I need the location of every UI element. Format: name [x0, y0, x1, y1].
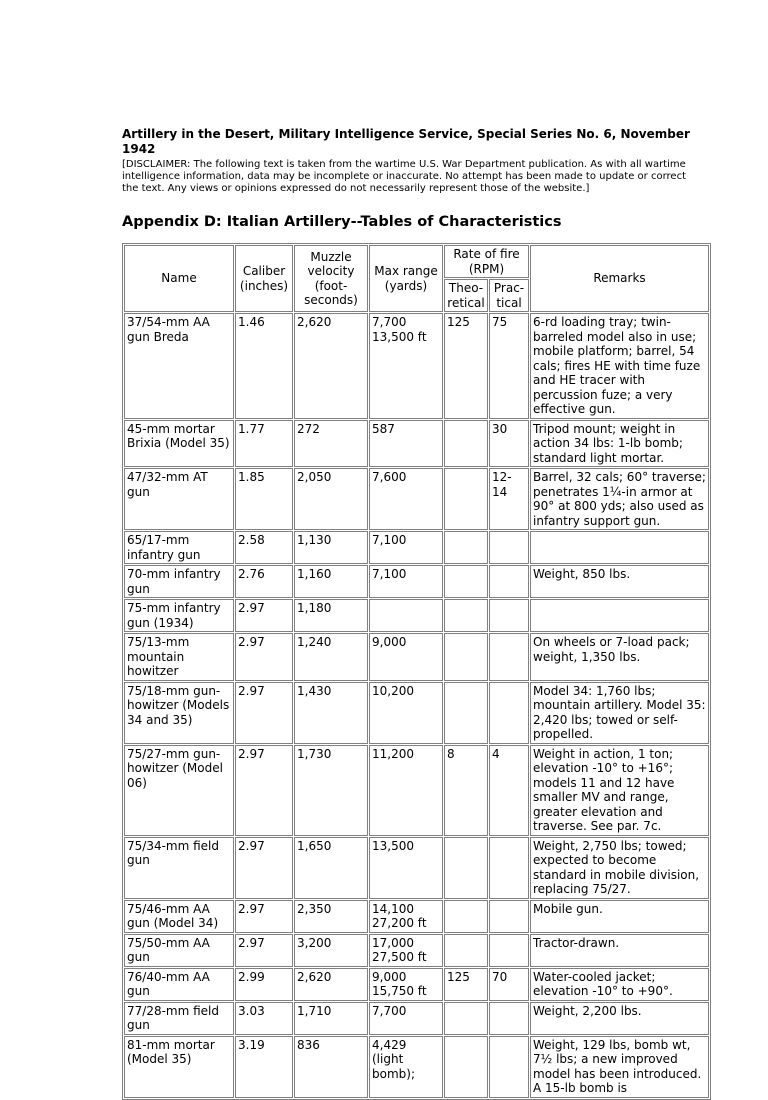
cell-practical: 30	[489, 420, 529, 468]
cell-range	[369, 837, 443, 899]
cell-theoretical: 125	[444, 968, 488, 1001]
cell-practical	[489, 934, 529, 967]
range-line: 7,600	[372, 470, 407, 484]
cell-remarks: Weight, 129 lbs, bomb wt, 7½ lbs; a new improved model has been introduced. A 15-lb bomb is	[530, 1036, 709, 1098]
range-line: 10,200	[372, 683, 414, 698]
cell-practical	[489, 1002, 529, 1035]
header-theoretical: Theo-retical	[444, 279, 488, 312]
range-line: 27,500 ft	[372, 950, 427, 964]
header-remarks: Remarks	[530, 245, 709, 312]
table-row	[124, 565, 709, 598]
cell-remarks: Weight in action, 1 ton; elevation -10° to +16°; models 11 and 12 have smaller MV and range, greater elevation and traverse. See par. 7c.	[530, 745, 709, 836]
cell-velocity: 1,130	[294, 531, 368, 564]
cell-range	[369, 565, 443, 598]
table-row	[124, 1002, 709, 1035]
table-row	[124, 633, 709, 681]
cell-range	[369, 420, 443, 468]
cell-velocity: 1,710	[294, 1002, 368, 1035]
header-practical: Prac-tical	[489, 279, 529, 312]
range-line: 7,100	[372, 567, 407, 581]
range-line: 11,200	[372, 746, 414, 761]
cell-theoretical	[444, 934, 488, 967]
cell-caliber: 3.03	[235, 1002, 293, 1035]
range-line: 7,700	[372, 315, 407, 329]
header-name: Name	[124, 245, 234, 312]
table-row	[124, 1036, 709, 1098]
cell-remarks: Weight, 2,200 lbs.	[530, 1002, 709, 1035]
cell-velocity: 1,430	[294, 682, 368, 744]
cell-range	[369, 531, 443, 564]
cell-name: 76/40-mm AA gun	[124, 968, 234, 1001]
range-line: 9,000	[372, 969, 407, 984]
cell-caliber: 2.97	[235, 837, 293, 899]
cell-practical	[489, 633, 529, 681]
range-line: 7,700	[372, 1003, 407, 1018]
cell-name: 37/54-mm AA gun Breda	[124, 313, 234, 419]
cell-practical	[489, 1036, 529, 1098]
document-title: Artillery in the Desert, Military Intelligence Service, Special Series No. 6, November 1942	[122, 127, 690, 156]
range-line: 13,500	[372, 838, 414, 853]
cell-caliber: 2.97	[235, 599, 293, 632]
cell-name: 77/28-mm field gun	[124, 1002, 234, 1035]
cell-theoretical	[444, 1002, 488, 1035]
cell-name: 75/50-mm AA gun	[124, 934, 234, 967]
disclaimer-text: [DISCLAIMER: The following text is taken from the wartime U.S. War Department publication. As with all wartime intelligence information, data may be incomplete or inaccurate. No attempt has been made to update or correct the text. Any views or opinions expressed do not necessarily represent those of the website.]	[122, 159, 686, 194]
cell-practical	[489, 599, 529, 632]
cell-range	[369, 682, 443, 744]
cell-practical: 70	[489, 968, 529, 1001]
cell-remarks: Barrel, 32 cals; 60° traverse; penetrates 1¼-in armor at 90° at 800 yds; also used as infantry support gun.	[530, 468, 709, 530]
table-row	[124, 420, 709, 468]
cell-practical: 75	[489, 313, 529, 419]
table-header-row	[124, 245, 709, 278]
range-line: 9,000	[372, 635, 407, 649]
cell-caliber: 2.99	[235, 968, 293, 1001]
cell-velocity: 3,200	[294, 934, 368, 967]
cell-name: 75/27-mm gun-howitzer (Model 06)	[124, 745, 234, 836]
cell-remarks	[530, 599, 709, 632]
range-line: 27,200 ft	[372, 916, 427, 930]
header-muzzle-velocity: Muzzle velocity (foot-seconds)	[294, 245, 368, 312]
cell-practical: 4	[489, 745, 529, 836]
cell-remarks: On wheels or 7-load pack; weight, 1,350 lbs.	[530, 633, 709, 681]
table-row	[124, 682, 709, 744]
cell-remarks: Weight, 850 lbs.	[530, 565, 709, 598]
range-line: 7,100	[372, 533, 407, 547]
cell-caliber: 2.97	[235, 900, 293, 933]
range-line: (light	[372, 1052, 404, 1066]
table-body	[124, 313, 709, 1098]
cell-velocity: 1,240	[294, 633, 368, 681]
cell-name: 75/34-mm field gun	[124, 837, 234, 899]
cell-caliber: 3.19	[235, 1036, 293, 1098]
table-row	[124, 837, 709, 899]
cell-caliber: 1.46	[235, 313, 293, 419]
cell-name: 75/18-mm gun-howitzer (Models 34 and 35)	[124, 682, 234, 744]
cell-theoretical: 125	[444, 313, 488, 419]
table-row	[124, 900, 709, 933]
table-row	[124, 313, 709, 419]
cell-name: 75-mm infantry gun (1934)	[124, 599, 234, 632]
cell-velocity: 1,180	[294, 599, 368, 632]
header-rate-of-fire: Rate of fire (RPM)	[444, 245, 529, 278]
cell-caliber: 2.76	[235, 565, 293, 598]
range-line: 15,750 ft	[372, 984, 427, 998]
cell-theoretical: 8	[444, 745, 488, 836]
cell-practical: 12-14	[489, 468, 529, 530]
cell-range	[369, 599, 443, 632]
cell-range	[369, 313, 443, 419]
cell-name: 81-mm mortar (Model 35)	[124, 1036, 234, 1098]
cell-name: 47/32-mm AT gun	[124, 468, 234, 530]
table-row	[124, 468, 709, 530]
cell-velocity: 1,160	[294, 565, 368, 598]
cell-range	[369, 633, 443, 681]
cell-caliber: 1.85	[235, 468, 293, 530]
cell-range	[369, 1036, 443, 1098]
cell-theoretical	[444, 900, 488, 933]
cell-name: 75/46-mm AA gun (Model 34)	[124, 900, 234, 933]
range-line: 4,429	[372, 1037, 407, 1052]
cell-remarks: 6-rd loading tray; twin-barreled model also in use; mobile platform; barrel, 54 cals; fires HE with time fuze and HE tracer with percussion fuze; a very effective gun.	[530, 313, 709, 419]
cell-theoretical	[444, 633, 488, 681]
cell-remarks: Tripod mount; weight in action 34 lbs: 1-lb bomb; standard light mortar.	[530, 420, 709, 468]
cell-velocity: 1,730	[294, 745, 368, 836]
cell-name: 65/17-mm infantry gun	[124, 531, 234, 564]
cell-range	[369, 468, 443, 530]
cell-range	[369, 934, 443, 967]
range-line: 587	[372, 421, 395, 436]
cell-remarks: Model 34: 1,760 lbs; mountain artillery. Model 35: 2,420 lbs; towed or self-propelled.	[530, 682, 709, 744]
cell-range	[369, 968, 443, 1001]
cell-velocity: 2,050	[294, 468, 368, 530]
table-row	[124, 531, 709, 564]
range-line: 14,100	[372, 901, 414, 916]
cell-caliber: 2.97	[235, 682, 293, 744]
appendix-title: Appendix D: Italian Artillery--Tables of Characteristics	[122, 214, 562, 230]
cell-remarks: Weight, 2,750 lbs; towed; expected to become standard in mobile division, replacing 75/27.	[530, 837, 709, 899]
range-line: 17,000	[372, 935, 414, 950]
cell-velocity: 2,620	[294, 313, 368, 419]
cell-remarks: Water-cooled jacket; elevation -10° to +90°.	[530, 968, 709, 1001]
cell-remarks: Mobile gun.	[530, 900, 709, 933]
cell-theoretical	[444, 468, 488, 530]
cell-theoretical	[444, 599, 488, 632]
cell-theoretical	[444, 531, 488, 564]
cell-theoretical	[444, 1036, 488, 1098]
cell-remarks: Tractor-drawn.	[530, 934, 709, 967]
cell-practical	[489, 565, 529, 598]
cell-velocity: 2,350	[294, 900, 368, 933]
table-row	[124, 934, 709, 967]
cell-name: 45-mm mortar Brixia (Model 35)	[124, 420, 234, 468]
cell-remarks	[530, 531, 709, 564]
cell-range	[369, 1002, 443, 1035]
cell-caliber: 2.58	[235, 531, 293, 564]
cell-velocity: 1,650	[294, 837, 368, 899]
cell-practical	[489, 837, 529, 899]
cell-caliber: 2.97	[235, 934, 293, 967]
cell-velocity: 836	[294, 1036, 368, 1098]
range-line: 13,500 ft	[372, 329, 427, 344]
header-caliber: Caliber (inches)	[235, 245, 293, 312]
cell-caliber: 2.97	[235, 745, 293, 836]
cell-caliber: 2.97	[235, 633, 293, 681]
cell-velocity: 272	[294, 420, 368, 468]
cell-theoretical	[444, 565, 488, 598]
range-line: bomb);	[372, 1066, 415, 1081]
document-body	[122, 127, 710, 1100]
cell-caliber: 1.77	[235, 420, 293, 468]
table-row	[124, 599, 709, 632]
cell-name: 70-mm infantry gun	[124, 565, 234, 598]
header-max-range: Max range (yards)	[369, 245, 443, 312]
cell-theoretical	[444, 837, 488, 899]
cell-practical	[489, 682, 529, 744]
cell-range	[369, 745, 443, 836]
cell-range	[369, 900, 443, 933]
characteristics-table	[122, 243, 711, 1100]
cell-practical	[489, 531, 529, 564]
cell-theoretical	[444, 420, 488, 468]
cell-name: 75/13-mm mountain howitzer	[124, 633, 234, 681]
cell-velocity: 2,620	[294, 968, 368, 1001]
table-row	[124, 745, 709, 836]
table-row	[124, 968, 709, 1001]
cell-theoretical	[444, 682, 488, 744]
cell-practical	[489, 900, 529, 933]
